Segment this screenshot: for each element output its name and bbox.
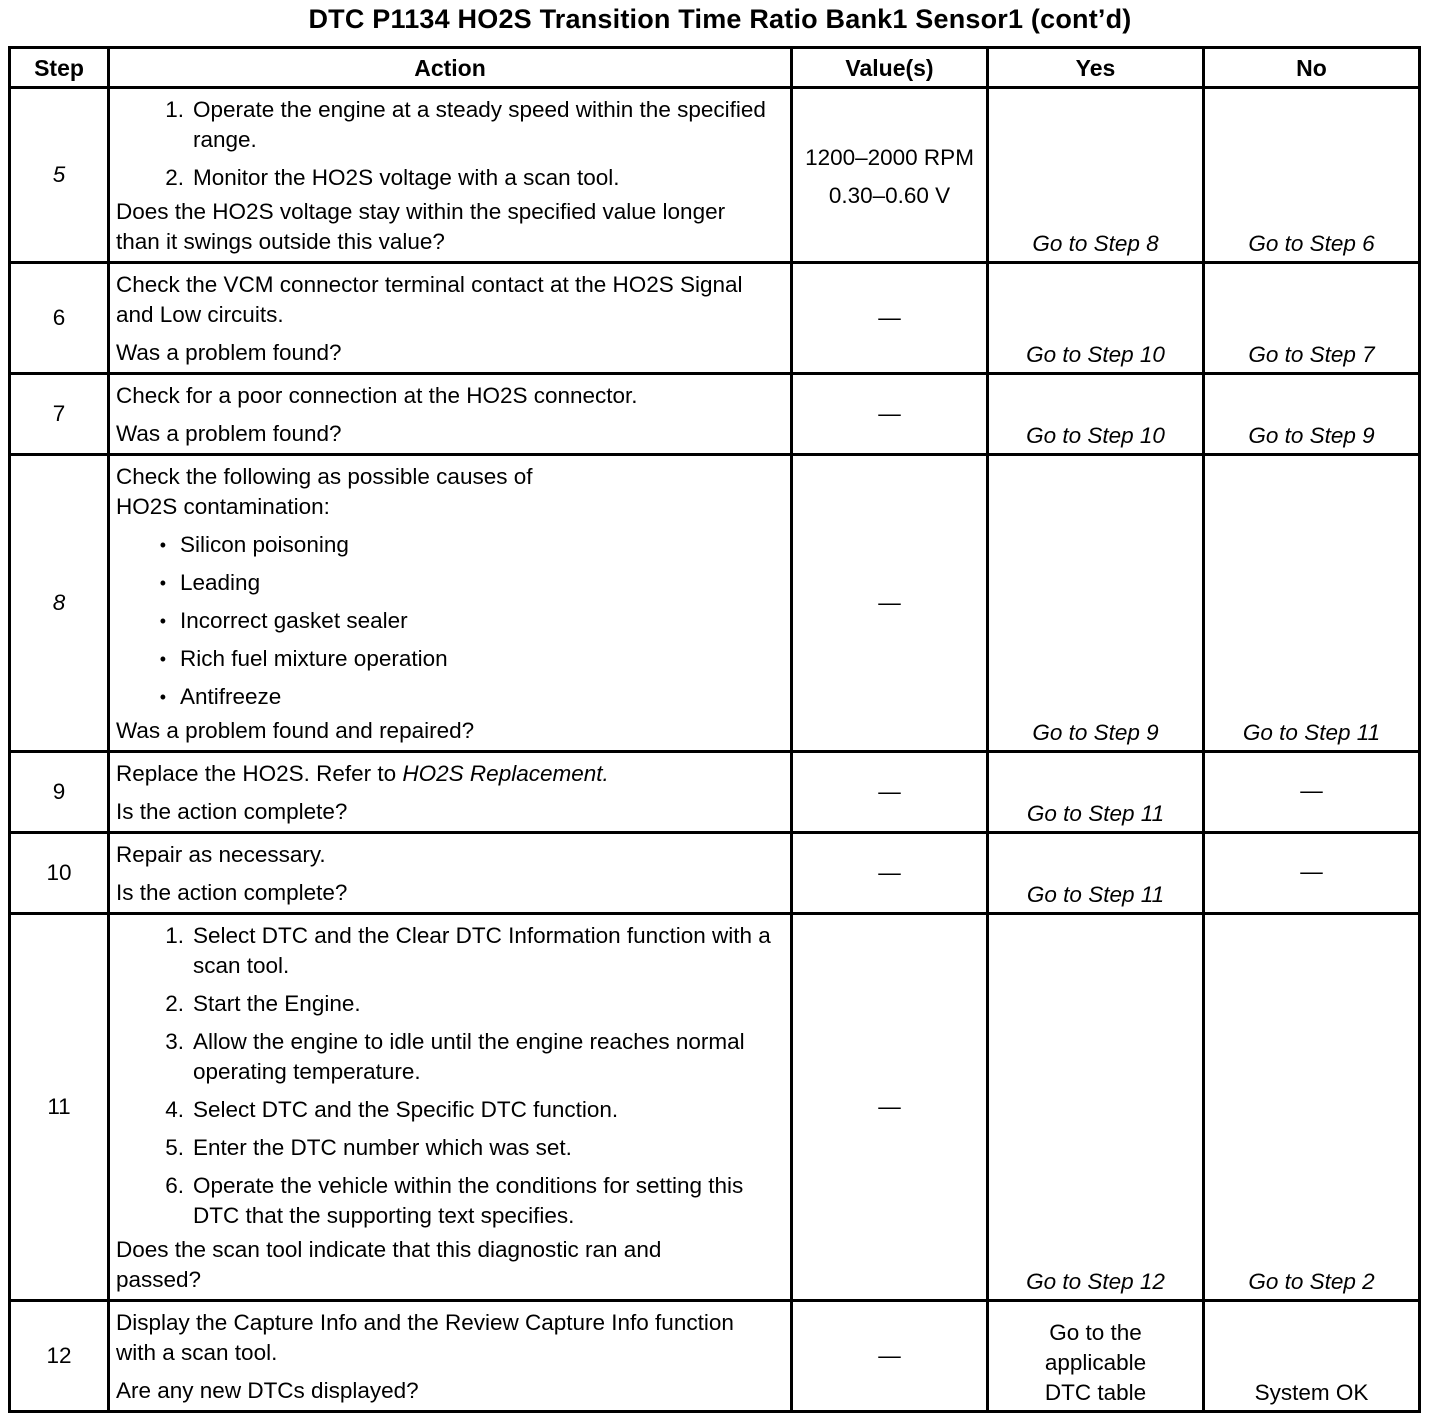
- list-number: 2.: [165, 165, 184, 190]
- list-text: Leading: [180, 570, 261, 595]
- yes-cell: Go to Step 10: [988, 263, 1204, 374]
- list-item: [116, 568, 782, 598]
- no-cell: Go to Step 2: [1204, 914, 1420, 1301]
- list-text: Select DTC and the Specific DTC function.: [193, 1097, 619, 1122]
- value-cell: [792, 88, 988, 263]
- table-row: [10, 833, 1420, 914]
- list-text: Select DTC and the Clear DTC Information function with a scan tool.: [193, 923, 771, 978]
- step-number: 7: [10, 374, 109, 455]
- list-text: Allow the engine to idle until the engine reaches normal operating temperature.: [193, 1029, 745, 1084]
- action-cell: [109, 88, 792, 263]
- table-row: [10, 263, 1420, 374]
- diagnostic-table: [8, 46, 1421, 1413]
- list-number: 4.: [165, 1097, 184, 1122]
- step-number: 12: [10, 1301, 109, 1412]
- empty-value-dash: —: [1300, 778, 1323, 803]
- action-cell: [109, 374, 792, 455]
- empty-value-dash: —: [878, 779, 901, 804]
- list-text: Start the Engine.: [193, 991, 361, 1016]
- value-cell: [792, 263, 988, 374]
- action-cell: [109, 263, 792, 374]
- question-text: Was a problem found and repaired?: [116, 718, 475, 743]
- page-title: DTC P1134 HO2S Transition Time Ratio Bank1 Sensor1 (cont’d): [308, 4, 1132, 34]
- list-item: [116, 95, 782, 155]
- procedure-reference: HO2S Replacement.: [402, 761, 609, 786]
- action-cell: [109, 833, 792, 914]
- action-text: Repair as necessary.: [116, 842, 326, 867]
- no-cell: System OK: [1204, 1301, 1420, 1412]
- action-text: [116, 759, 782, 789]
- action-cell: [109, 455, 792, 752]
- bullet-icon: •: [159, 573, 166, 593]
- yes-cell: Go to Step 9: [988, 455, 1204, 752]
- empty-value-dash: —: [878, 860, 901, 885]
- step-number: 9: [10, 752, 109, 833]
- list-item: [116, 682, 782, 712]
- no-cell: Go to Step 6: [1204, 88, 1420, 263]
- step-number: 10: [10, 833, 109, 914]
- list-text: Operate the engine at a steady speed within the specified range.: [193, 97, 766, 152]
- empty-value-dash: —: [878, 305, 901, 330]
- header-values: Value(s): [792, 48, 988, 88]
- table-row: [10, 455, 1420, 752]
- no-cell: Go to Step 9: [1204, 374, 1420, 455]
- yes-cell: Go to Step 11: [988, 752, 1204, 833]
- header-row: [10, 48, 1420, 88]
- bullet-icon: •: [159, 687, 166, 707]
- list-text: Operate the vehicle within the conditions for setting this DTC that the supporting text specifies.: [193, 1173, 744, 1228]
- action-text: Display the Capture Info and the Review Capture Info function with a scan tool.: [116, 1310, 734, 1365]
- list-text: Incorrect gasket sealer: [180, 608, 408, 633]
- list-item: [116, 530, 782, 560]
- list-text: Rich fuel mixture operation: [180, 646, 448, 671]
- header-action: Action: [109, 48, 792, 88]
- value-cell: [792, 455, 988, 752]
- voltage-range: 0.30–0.60 V: [828, 183, 951, 208]
- question-text: Does the scan tool indicate that this diagnostic ran and passed?: [116, 1237, 662, 1292]
- list-number: 1.: [165, 923, 184, 948]
- table-row: [10, 914, 1420, 1301]
- empty-value-dash: —: [878, 401, 901, 426]
- question-text: Are any new DTCs displayed?: [116, 1378, 419, 1403]
- list-text: Enter the DTC number which was set.: [193, 1135, 572, 1160]
- list-item: [116, 644, 782, 674]
- rpm-range: 1200–2000 RPM: [805, 145, 974, 170]
- list-number: 2.: [165, 991, 184, 1016]
- question-text: Does the HO2S voltage stay within the specified value longer than it swings outside this value?: [116, 199, 726, 254]
- bullet-icon: •: [159, 649, 166, 669]
- bullet-icon: •: [159, 611, 166, 631]
- action-text: Check the VCM connector terminal contact at the HO2S Signal and Low circuits.: [116, 272, 743, 327]
- question-text: Was a problem found?: [116, 421, 342, 446]
- list-number: 5.: [165, 1135, 184, 1160]
- value-cell: [792, 374, 988, 455]
- list-text: Monitor the HO2S voltage with a scan tool.: [193, 165, 620, 190]
- list-item: [116, 606, 782, 636]
- table-row: [10, 752, 1420, 833]
- list-number: 3.: [165, 1029, 184, 1054]
- table-row: [10, 374, 1420, 455]
- action-cell: [109, 914, 792, 1301]
- value-cell: [792, 914, 988, 1301]
- header-yes: Yes: [988, 48, 1204, 88]
- question-text: Is the action complete?: [116, 799, 348, 824]
- list-item: [116, 1133, 782, 1163]
- action-text-main: Replace the HO2S. Refer to: [116, 761, 403, 786]
- header-no: No: [1204, 48, 1420, 88]
- question-text: Was a problem found?: [116, 340, 342, 365]
- step-number: 5: [10, 88, 109, 263]
- no-cell: [1204, 833, 1420, 914]
- no-cell: [1204, 752, 1420, 833]
- table-row: [10, 88, 1420, 263]
- empty-value-dash: —: [878, 1094, 901, 1119]
- empty-value-dash: —: [1300, 859, 1323, 884]
- table-row: [10, 1301, 1420, 1412]
- step-number: 8: [10, 455, 109, 752]
- list-item: [116, 163, 782, 193]
- no-cell: Go to Step 11: [1204, 455, 1420, 752]
- no-cell: Go to Step 7: [1204, 263, 1420, 374]
- list-item: [116, 1171, 782, 1231]
- action-text: Check the following as possible causes of HO2S contamination:: [116, 464, 533, 519]
- empty-value-dash: —: [878, 1343, 901, 1368]
- value-cell: [792, 1301, 988, 1412]
- action-text: Check for a poor connection at the HO2S connector.: [116, 383, 638, 408]
- yes-cell: Go to Step 10: [988, 374, 1204, 455]
- question-text: Is the action complete?: [116, 880, 348, 905]
- list-item: [116, 1095, 782, 1125]
- action-cell: [109, 1301, 792, 1412]
- empty-value-dash: —: [878, 590, 901, 615]
- list-item: [116, 1027, 782, 1087]
- header-step: Step: [10, 48, 109, 88]
- yes-cell: Go to Step 11: [988, 833, 1204, 914]
- list-text: Antifreeze: [180, 684, 282, 709]
- list-text: Silicon poisoning: [180, 532, 349, 557]
- yes-cell: Go to the applicable DTC table: [988, 1301, 1204, 1412]
- bullet-icon: •: [159, 535, 166, 555]
- list-item: [116, 989, 782, 1019]
- step-number: 6: [10, 263, 109, 374]
- list-number: 6.: [165, 1173, 184, 1198]
- value-cell: [792, 833, 988, 914]
- list-item: [116, 921, 782, 981]
- step-number: 11: [10, 914, 109, 1301]
- yes-cell: Go to Step 12: [988, 914, 1204, 1301]
- value-cell: [792, 752, 988, 833]
- yes-cell: Go to Step 8: [988, 88, 1204, 263]
- list-number: 1.: [165, 97, 184, 122]
- action-cell: [109, 752, 792, 833]
